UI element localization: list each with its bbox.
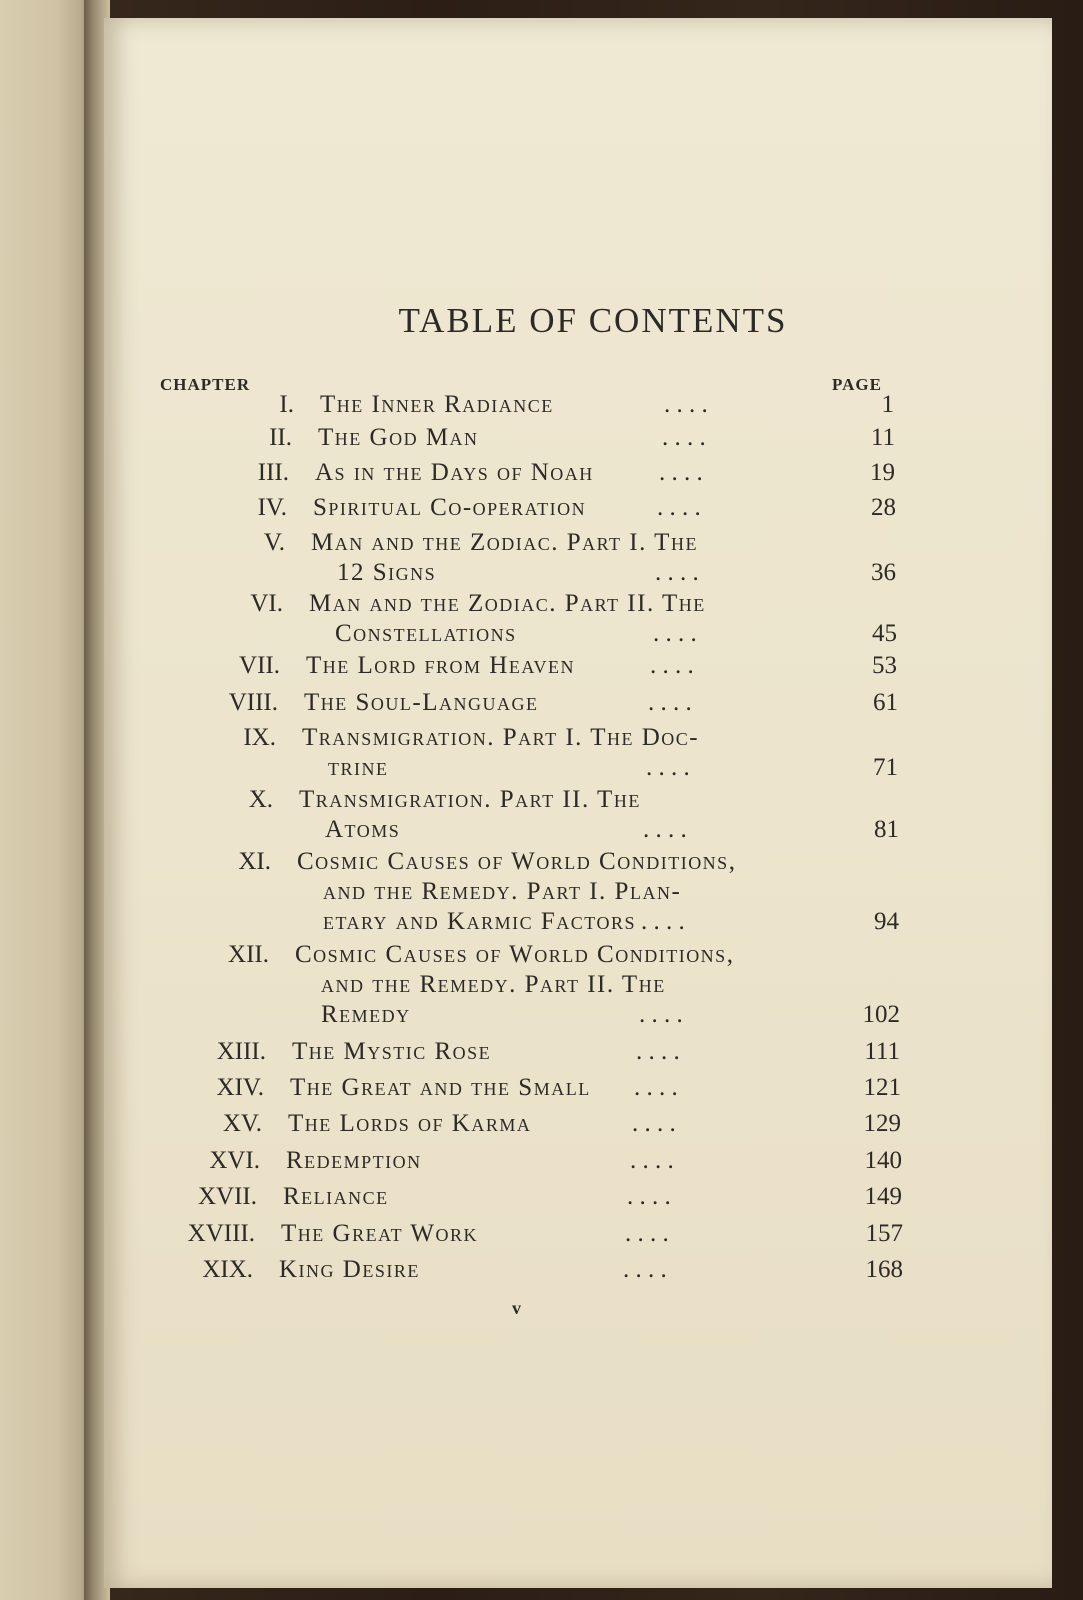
leader-dots: . . . . xyxy=(646,754,690,781)
chapter-number: IX. xyxy=(243,724,276,751)
chapter-title-line: Constellations xyxy=(335,620,517,647)
chapter-title-line: The Great Work xyxy=(281,1220,478,1247)
chapter-title-line: and the Remedy. Part II. The xyxy=(321,971,666,998)
chapter-number: I. xyxy=(279,391,294,418)
leader-dots: . . . . xyxy=(627,1183,671,1210)
chapter-title-line: The Lord from Heaven xyxy=(306,652,576,679)
chapter-title-line: The Great and the Small xyxy=(290,1074,591,1101)
page-number: 111 xyxy=(864,1038,900,1065)
page-number: 61 xyxy=(873,689,898,716)
chapter-number: V. xyxy=(263,529,285,556)
page-number: 45 xyxy=(872,620,897,647)
page-number: 1 xyxy=(881,391,894,418)
chapter-title-line: Redemption xyxy=(286,1147,422,1174)
page-number: 94 xyxy=(874,908,899,935)
chapter-number: VI. xyxy=(250,590,283,617)
chapter-number: XVIII. xyxy=(187,1220,255,1247)
chapter-column-header: CHAPTER xyxy=(160,375,251,394)
leader-dots: . . . . xyxy=(632,1110,676,1137)
chapter-title-line: Reliance xyxy=(283,1183,389,1210)
chapter-number: XVII. xyxy=(197,1183,257,1210)
chapter-number: IV. xyxy=(257,494,287,521)
page-column-header: PAGE xyxy=(832,375,882,394)
chapter-title-line: Man and the Zodiac. Part I. The xyxy=(311,529,698,556)
page-number: 36 xyxy=(871,559,896,586)
chapter-number: X. xyxy=(248,786,273,813)
page-number: 53 xyxy=(872,652,897,679)
leader-dots: . . . . xyxy=(659,459,703,486)
leader-dots: . . . . xyxy=(641,908,685,935)
leader-dots: . . . . xyxy=(648,689,692,716)
leader-dots: . . . . xyxy=(650,652,694,679)
page-number: 129 xyxy=(863,1110,901,1137)
chapter-title-line: The God Man xyxy=(318,424,479,451)
chapter-title-line: Spiritual Co-operation xyxy=(313,494,587,521)
chapter-title-line: King Desire xyxy=(279,1256,420,1283)
page-title: TABLE OF CONTENTS xyxy=(398,301,788,340)
page-number: 168 xyxy=(865,1256,903,1283)
leader-dots: . . . . xyxy=(655,559,699,586)
page-number: 140 xyxy=(864,1147,902,1174)
leader-dots: . . . . xyxy=(664,391,708,418)
chapter-title-line: The Inner Radiance xyxy=(320,391,554,418)
leader-dots: . . . . xyxy=(662,424,706,451)
page-number: 81 xyxy=(874,816,899,843)
chapter-title-line: etary and Karmic Factors xyxy=(323,908,636,935)
chapter-title-line: and the Remedy. Part I. Plan- xyxy=(323,878,682,905)
chapter-title-line: The Soul-Language xyxy=(304,689,539,716)
chapter-number: XIV. xyxy=(216,1074,264,1101)
chapter-title-line: Cosmic Causes of World Conditions, xyxy=(295,941,735,968)
chapter-title-line: Transmigration. Part II. The xyxy=(299,786,641,813)
chapter-number: XIII. xyxy=(216,1038,266,1065)
chapter-number: XV. xyxy=(222,1110,262,1137)
leader-dots: . . . . xyxy=(657,494,701,521)
chapter-number: XVI. xyxy=(209,1147,260,1174)
page-number: 11 xyxy=(870,424,895,451)
page-number: 28 xyxy=(871,494,896,521)
page-number: 102 xyxy=(862,1001,900,1028)
page-number: 71 xyxy=(873,754,898,781)
chapter-title-line: 12 Signs xyxy=(337,559,437,586)
chapter-title-line: trine xyxy=(328,754,389,781)
leader-dots: . . . . xyxy=(630,1147,674,1174)
page-folio: v xyxy=(512,1298,521,1318)
leader-dots: . . . . xyxy=(643,816,687,843)
leader-dots: . . . . xyxy=(639,1001,683,1028)
chapter-number: XIX. xyxy=(202,1256,253,1283)
chapter-number: VIII. xyxy=(228,689,278,716)
page-number: 19 xyxy=(870,459,895,486)
page-number: 121 xyxy=(863,1074,901,1101)
chapter-number: XI. xyxy=(238,848,271,875)
leader-dots: . . . . xyxy=(634,1074,678,1101)
chapter-number: III. xyxy=(257,459,289,486)
chapter-title-line: Transmigration. Part I. The Doc- xyxy=(302,724,700,751)
contents-page xyxy=(104,18,1052,1588)
chapter-title-line: Atoms xyxy=(325,816,401,843)
chapter-title-line: Man and the Zodiac. Part II. The xyxy=(309,590,706,617)
leader-dots: . . . . xyxy=(653,620,697,647)
leader-dots: . . . . xyxy=(636,1038,680,1065)
chapter-number: VII. xyxy=(239,652,280,679)
chapter-title-line: The Lords of Karma xyxy=(288,1110,532,1137)
page-number: 157 xyxy=(865,1220,903,1247)
chapter-number: II. xyxy=(269,424,292,451)
chapter-title-line: The Mystic Rose xyxy=(292,1038,492,1065)
chapter-title-line: Cosmic Causes of World Conditions, xyxy=(297,848,737,875)
chapter-title-line: Remedy xyxy=(321,1001,411,1028)
leader-dots: . . . . xyxy=(623,1256,667,1283)
chapter-number: XII. xyxy=(228,941,269,968)
page-number: 149 xyxy=(864,1183,902,1210)
leader-dots: . . . . xyxy=(625,1220,669,1247)
chapter-title-line: As in the Days of Noah xyxy=(315,459,594,486)
facing-page-edge xyxy=(0,0,95,1600)
